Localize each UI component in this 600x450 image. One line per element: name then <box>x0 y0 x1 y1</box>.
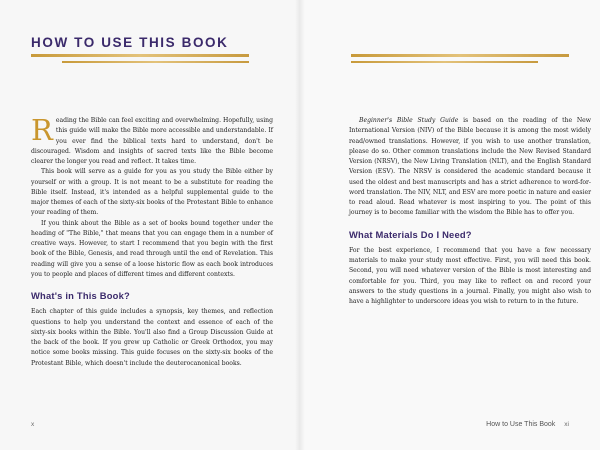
gold-rule-right <box>351 54 569 67</box>
paragraph: For the best experience, I recommend that you have a few necessary materials to make your study most effective. First, you will need this book. Second, you will need whatever version of the Bible is most interesting and comfortable for you. Third, you may like to reflect on and record your answers to the study questions in a journal. Finally, you might also wish to have a highlighter to underscore ideas you wish to return to in the future. <box>349 246 591 305</box>
right-page <box>300 0 600 450</box>
gold-rule-line <box>351 54 569 57</box>
section-heading-whats-in-book: What's in This Book? <box>31 290 130 301</box>
chapter-title: HOW TO USE THIS BOOK <box>31 35 229 50</box>
paragraph: Each chapter of this guide includes a synopsis, key themes, and reflection questions to help you understand the context and essence of each of the sixty-six books within the Bible. You'll also find a Group Discussion Guide at the back of the book. If you grew up Catholic or Greek Orthodox, you may notice some books missing. This guide focuses on the sixty-six books of the Protestant Bible, which doesn't include the deuterocanonical books. <box>31 308 273 367</box>
gold-rule-line <box>62 61 249 63</box>
book-title-italic: Beginner's Bible Study Guide <box>359 117 459 124</box>
page-number-left: x <box>31 421 35 428</box>
gold-rule-left <box>31 54 249 67</box>
paragraph: This book will serve as a guide for you as you study the Bible either by yourself or with a group. It is not meant to be a substitute for reading the Bible itself. Instead, it's intended as a helpful supplemental guide to the major themes of each of the sixty-six books of the Protestant Bible to enhance your reading of them. <box>31 168 273 217</box>
paragraph-text: eading the Bible can feel exciting and overwhelming. Hopefully, using this guide will make the Bible more accessible and understandable. If you ever find the biblical texts hard to understand, don't be discouraged. Wisdom and insights of sacred texts like the Bible become clearer the longer you read and reflect. It takes time. <box>31 117 273 165</box>
paragraph-text: is based on the reading of the New International Version (NIV) of the Bible because it is among the most widely read/owned translations. However, if you wish to use another translation, please do so. Other common translations include the New Revised Standard Version (NRSV), the New Living Translation (NLT), and the English Standard Version (ESV). The NRSV is considered the academic standard because it used the oldest and best manuscripts and has a strict adherence to word-for-word translation. The NIV, NLT, and ESV are more poetic in nature and easier to read aloud. Read whatever is most inspiring to you. The point of this journey is to become familiar with the wisdom the Bible has to offer you. <box>349 117 591 217</box>
gold-rule-line <box>31 54 249 57</box>
left-column <box>31 113 273 369</box>
running-head: How to Use This Book <box>486 421 556 428</box>
right-column <box>349 116 591 307</box>
paragraph: If you think about the Bible as a set of books bound together under the heading of "The Bible," that means that you can engage them in a number of creative ways. However, to start I recommend that you begin with the first book of the Bible, Genesis, and read through until the end of Revelation. This reading will give you a sense of a loose historic flow as each book introduces you to people and places of different times and different contexts. <box>31 219 273 278</box>
page-number-right: xi <box>564 421 569 428</box>
footer-right <box>486 421 569 428</box>
drop-cap: R <box>31 113 53 147</box>
section-heading-materials: What Materials Do I Need? <box>349 228 472 240</box>
book-gutter <box>295 0 305 450</box>
paragraph <box>349 116 591 219</box>
intro-paragraph <box>31 113 273 167</box>
gold-rule-line <box>351 61 538 63</box>
